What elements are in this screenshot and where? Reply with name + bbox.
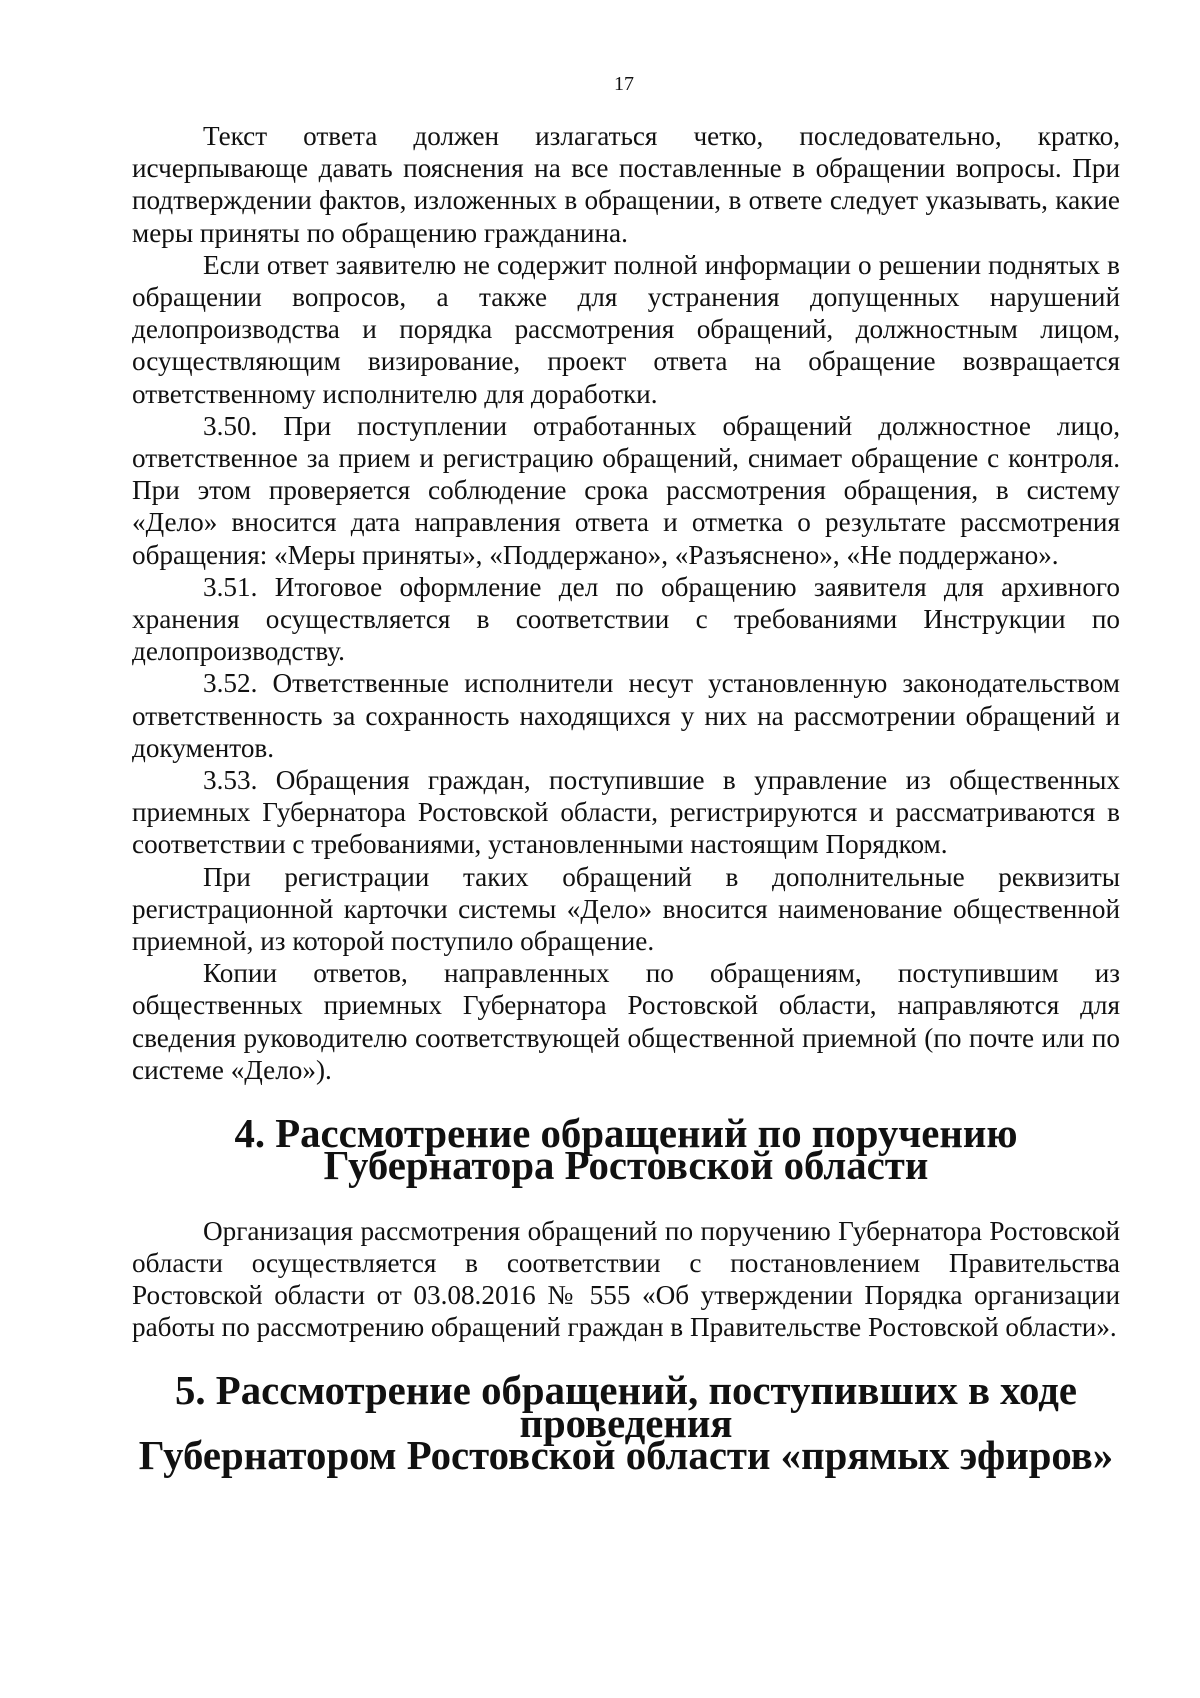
section-4-heading xyxy=(132,1111,1120,1189)
section-5-heading xyxy=(132,1368,1120,1478)
paragraph-registration-details: При регистрации таких обращений в дополнительные реквизиты регистрационной карточки системы «Дело» вносится наименование общественной приемной, из которой поступило обращение. xyxy=(132,861,1120,957)
page-number: 17 xyxy=(614,73,634,95)
paragraph-3-51: 3.51. Итоговое оформление дел по обращению заявителя для архивного хранения осуществляется в соответствии с требованиями Инструкции по делопроизводству. xyxy=(132,571,1120,667)
paragraph-incomplete-answer: Если ответ заявителю не содержит полной информации о решении поднятых в обращении вопросов, а также для устранения допущенных нарушений делопроизводства и порядка рассмотрения обращений, должностным лицом, осуществляющим визирование, проект ответа на обращение возвращается ответственному исполнителю для доработки. xyxy=(132,249,1120,409)
section-4-heading-line-1: 4. Рассмотрение обращений по поручению xyxy=(234,1111,1018,1157)
section-4-heading-line-2: Губернатора Ростовской области xyxy=(323,1143,929,1189)
section-5-heading-line-1: 5. Рассмотрение обращений, поступивших в ходе проведения xyxy=(175,1368,1077,1446)
paragraph-3-53: 3.53. Обращения граждан, поступившие в управление из общественных приемных Губернатора Ростовской области, регистрируются и рассматриваются в соответствии с требованиями, установленными настоящим Порядком. xyxy=(132,765,1120,860)
paragraph-answer-copies: Копии ответов, направленных по обращениям, поступившим из общественных приемных Губернатора Ростовской области, направляются для сведения руководителю соответствующей общественной приемной (по почте или по системе «Дело»). xyxy=(132,958,1120,1085)
paragraph-3-50: 3.50. При поступлении отработанных обращений должностное лицо, ответственное за прием и регистрацию обращений, снимает обращение с контроля. При этом проверяется соблюдение срока рассмотрения обращения, в систему «Дело» вносится дата направления ответа и отметка о результате рассмотрения обращения: «Меры приняты», «Поддержано», «Разъяснено», «Не поддержано». xyxy=(132,410,1120,570)
paragraph-3-52: 3.52. Ответственные исполнители несут установленную законодательством ответственность за сохранность находящихся у них на рассмотрении обращений и документов. xyxy=(132,668,1120,763)
section-4-paragraph: Организация рассмотрения обращений по поручению Губернатора Ростовской области осуществляется в соответствии с постановлением Правительства Ростовской области от 03.08.2016 № 555 «Об утверждении Порядка организации работы по рассмотрению обращений граждан в Правительстве Ростовской области». xyxy=(132,1215,1120,1343)
section-5-heading-line-2: Губернатором Ростовской области «прямых эфиров» xyxy=(138,1432,1114,1478)
paragraph-answer-text: Текст ответа должен излагаться четко, последовательно, кратко, исчерпывающе давать пояснения на все поставленные в обращении вопросы. При подтверждении фактов, изложенных в обращении, в ответе следует указывать, какие меры приняты по обращению гражданина. xyxy=(132,121,1120,248)
document-body xyxy=(132,120,1120,1504)
